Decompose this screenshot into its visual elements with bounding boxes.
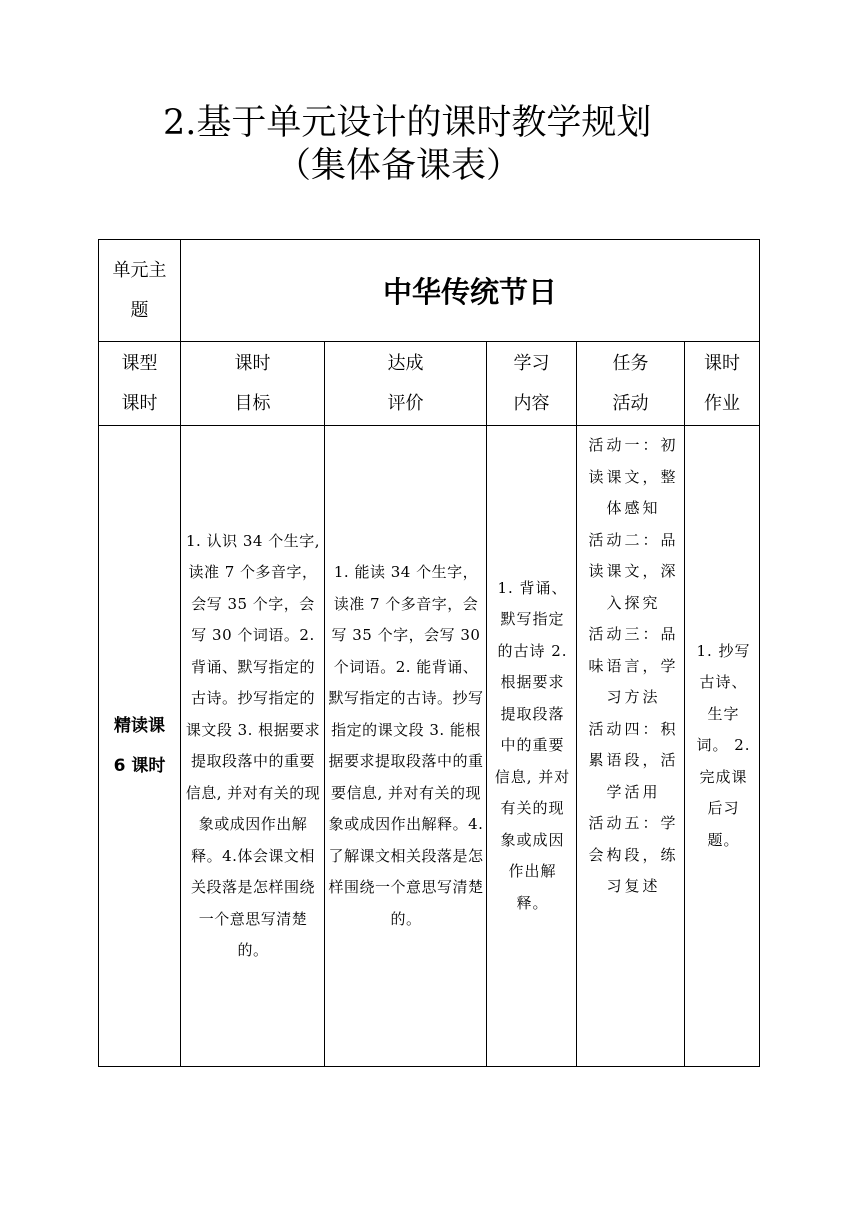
header-line: 目标 xyxy=(234,392,271,414)
header-evaluation xyxy=(325,342,487,426)
header-line: 活动 xyxy=(612,392,649,414)
activity-line: 体感知 xyxy=(606,499,661,517)
header-activities xyxy=(577,342,685,426)
header-line: 课时 xyxy=(121,392,158,414)
activity-line: 活动二：品 xyxy=(588,530,679,549)
activity-line: 习复述 xyxy=(606,877,661,895)
activity-line: 学活用 xyxy=(606,782,661,801)
activity-line: 读课文，深 xyxy=(588,562,679,580)
header-goals xyxy=(181,342,325,426)
lesson-row xyxy=(99,426,760,1067)
theme-row xyxy=(99,240,760,342)
header-line: 课型 xyxy=(121,352,158,374)
lesson-homework: 1. 抄写古诗、生字词。 2. 完成课后习题。 xyxy=(696,641,751,849)
theme-value-cell xyxy=(181,240,760,342)
lesson-count: 6 课时 xyxy=(113,756,166,776)
document-title: 2.基于单元设计的课时教学规划 xyxy=(163,103,652,143)
header-line: 作业 xyxy=(704,392,740,414)
header-lesson-type xyxy=(99,342,181,426)
activity-line: 活动五：学 xyxy=(588,814,679,832)
header-line: 内容 xyxy=(513,392,550,414)
activity-line: 活动三：品 xyxy=(588,625,679,643)
header-line: 课时 xyxy=(704,352,740,374)
activity-line: 入探究 xyxy=(606,593,661,612)
goals-cell xyxy=(181,426,325,1067)
lesson-evaluation: 1. 能读 34 个生字，读准 7 个多音字，会写 35 个字，会写 30 个词语。2. 能背诵、默写指定的古诗。抄写指定的课文段 3. 能根据要求提取段落中的重要信息, 并对有关的现象或成因作出解释。4.了解课文相关段落是怎样围绕一个意思写清楚的。 xyxy=(328,563,484,928)
theme-label-line1: 单元主 xyxy=(112,259,167,281)
activity-line: 味语言，学 xyxy=(588,656,679,675)
lesson-content: 1. 背诵、默写指定的古诗 2.根据要求提取段落中的重要信息, 并对有关的现象或成因作出解释。 xyxy=(494,578,571,912)
lesson-goals: 1. 认识 34 个生字, 读准 7 个多音字，会写 35 个字，会写 30 个词语。2.背诵、默写指定的古诗。抄写指定的课文段 3. 根据要求提取段落中的重要信息, 并对有关的现象或成因作出解释。4.体会课文相关段落是怎样围绕一个意思写清楚的。 xyxy=(185,531,321,959)
header-row xyxy=(99,342,760,426)
document-subtitle: （集体备课表） xyxy=(276,146,522,186)
evaluation-cell xyxy=(325,426,487,1067)
activity-line: 累语段，活 xyxy=(588,751,679,769)
header-homework xyxy=(685,342,760,426)
theme-label-cell xyxy=(99,240,181,342)
header-line: 学习 xyxy=(513,352,550,374)
content-cell xyxy=(487,426,577,1067)
activities-list xyxy=(577,426,684,903)
activity-line: 读课文，整 xyxy=(588,467,679,486)
lesson-type-cell xyxy=(99,426,181,1067)
theme-label-line2: 题 xyxy=(130,299,149,321)
header-line: 达成 xyxy=(387,352,424,374)
activity-line: 活动一：初 xyxy=(588,436,679,454)
activity-line: 会构段，练 xyxy=(588,845,679,864)
header-line: 评价 xyxy=(387,392,424,414)
activity-line: 习方法 xyxy=(606,688,661,706)
homework-cell xyxy=(685,426,760,1067)
unit-theme: 中华传统节日 xyxy=(383,275,558,309)
activity-line: 活动四：积 xyxy=(588,719,679,738)
lesson-plan-table xyxy=(98,239,760,1067)
header-line: 课时 xyxy=(234,352,271,374)
activities-cell xyxy=(577,426,685,1067)
header-content xyxy=(487,342,577,426)
lesson-type: 精读课 xyxy=(114,716,165,736)
header-line: 任务 xyxy=(612,352,649,374)
